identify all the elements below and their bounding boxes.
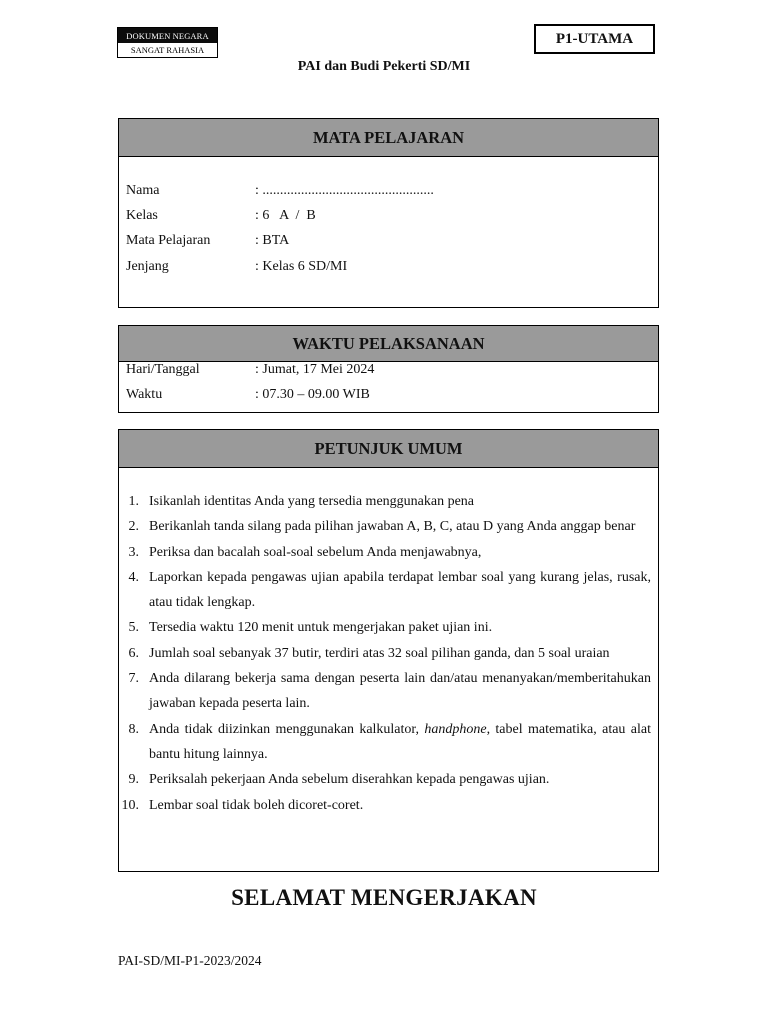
instruction-text: Laporkan kepada pengawas ujian apabila terdapat lembar soal yang kurang jelas, rusak, atau tidak lengkap. [149, 569, 651, 611]
instruction-text: Anda dilarang bekerja sama dengan peserta lain dan/atau menanyakan/memberitahukan jawaban kepada peserta lain. [149, 671, 651, 712]
instruction-text: Isikanlah identitas Anda yang tersedia menggunakan pena [149, 494, 475, 509]
field-value: : 6 A / B [255, 208, 316, 223]
instruction-text: Berikanlah tanda silang pada pilihan jawaban A, B, C, atau D yang Anda anggap benar [149, 519, 636, 535]
instruction-item [119, 767, 651, 792]
field-label: Nama [126, 183, 160, 198]
field-label: Hari/Tanggal [126, 362, 200, 377]
schedule-section-title: WAKTU PELAKSANAAN [119, 326, 658, 362]
instruction-text [149, 717, 651, 768]
instruction-item [119, 489, 651, 514]
field-value: : Jumat, 17 Mei 2024 [255, 362, 375, 377]
subject-title: PAI dan Budi Pekerti SD/MI [297, 59, 471, 74]
field-value: : BTA [255, 233, 290, 248]
instruction-number: 9. [128, 772, 139, 788]
field-value: : Kelas 6 SD/MI [255, 259, 348, 274]
classification-badge [117, 27, 218, 58]
footer-code: PAI-SD/MI-P1-2023/2024 [118, 953, 262, 968]
instruction-item [119, 717, 651, 768]
name-fill-line: : ................................................. [255, 183, 434, 198]
closing-message: SELAMAT MENGERJAKAN [231, 885, 537, 910]
instruction-number: 8. [128, 721, 139, 737]
instructions-section-title: PETUNJUK UMUM [119, 430, 658, 468]
instruction-text: Tersedia waktu 120 menit untuk mengerjakan paket ujian ini. [149, 620, 493, 636]
instruction-number: 4. [128, 569, 139, 585]
instruction-item [119, 540, 651, 565]
field-label: Mata Pelajaran [126, 233, 211, 248]
instruction-text-part: Anda tidak diizinkan menggunakan kalkulator, [149, 721, 425, 737]
instruction-item [119, 615, 651, 640]
classification-bottom: SANGAT RAHASIA [118, 43, 217, 57]
identity-section-title: MATA PELAJARAN [119, 119, 658, 157]
field-label: Kelas [126, 208, 158, 223]
instruction-item [119, 565, 651, 616]
instruction-number: 1. [128, 494, 139, 509]
instruction-text: Periksalah pekerjaan Anda sebelum diserahkan kepada pengawas ujian. [149, 772, 550, 788]
paper-code-box [534, 24, 655, 54]
instruction-item [119, 641, 651, 666]
instruction-item [119, 793, 651, 818]
instruction-item [119, 514, 651, 539]
instruction-number: 6. [128, 645, 139, 661]
classification-top: DOKUMEN NEGARA [118, 28, 217, 43]
instruction-text: Periksa dan bacalah soal-soal sebelum Anda menjawabnya, [149, 544, 482, 560]
field-value: : 07.30 – 09.00 WIB [255, 387, 370, 402]
instructions-section [118, 429, 659, 872]
instruction-number: 2. [128, 519, 139, 535]
instruction-number: 5. [128, 620, 139, 636]
instruction-text: Jumlah soal sebanyak 37 butir, terdiri atas 32 soal pilihan ganda, dan 5 soal uraian [149, 645, 610, 661]
instruction-text-part: , tabel matematika, atau alat bantu hitung lainnya. [149, 721, 651, 762]
instruction-number: 3. [128, 544, 139, 560]
instruction-number: 10. [121, 797, 139, 813]
field-label: Jenjang [126, 259, 169, 274]
instruction-text: Lembar soal tidak boleh dicoret-coret. [149, 797, 364, 813]
instruction-item [119, 666, 651, 717]
field-label: Waktu [126, 387, 163, 402]
schedule-section [118, 325, 659, 413]
instruction-italic-term: handphone [424, 721, 487, 737]
identity-section [118, 118, 659, 308]
instruction-number: 7. [128, 671, 139, 687]
instructions-list [119, 489, 651, 818]
paper-code: P1-UTAMA [555, 30, 634, 47]
